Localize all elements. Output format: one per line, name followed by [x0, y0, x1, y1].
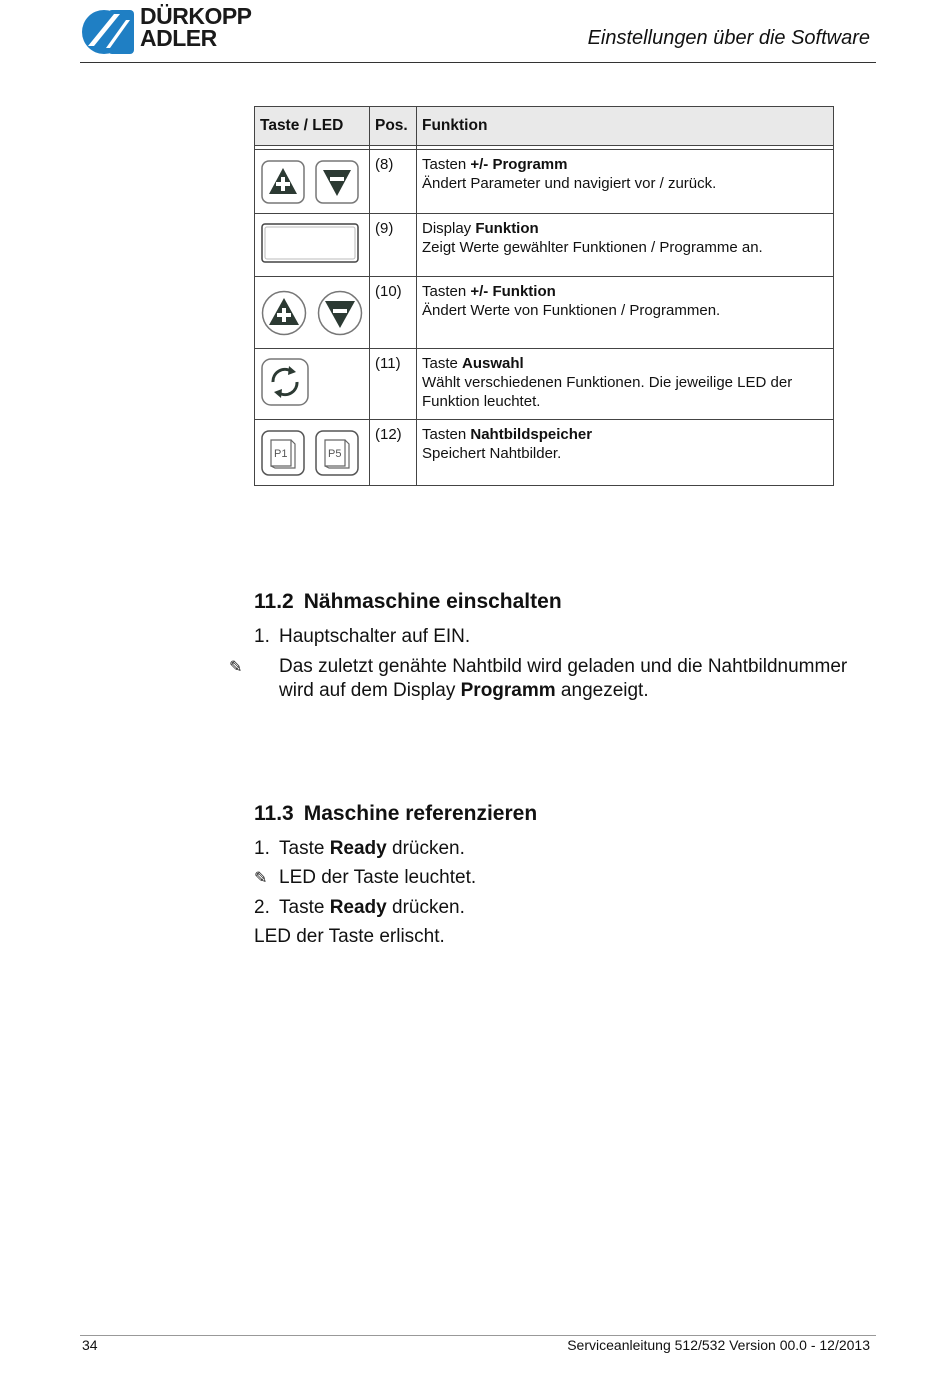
function-prefix: Tasten	[422, 283, 471, 300]
function-prefix: Display	[422, 220, 476, 237]
function-description: Zeigt Werte gewählter Funktionen / Programme an.	[422, 239, 763, 256]
table-row	[255, 277, 834, 349]
function-cell	[417, 349, 834, 420]
function-name: Nahtbildspeicher	[470, 426, 593, 443]
function-cell	[417, 420, 834, 486]
table-header-row	[255, 107, 834, 146]
icon-cell	[255, 420, 370, 486]
step-number: 2.	[254, 897, 270, 918]
step-text: Hauptschalter auf EIN.	[279, 626, 471, 647]
logo-mark-icon	[80, 8, 136, 56]
result-arrow-icon: ✎	[254, 870, 268, 887]
minus-round-key-icon	[317, 290, 363, 336]
icon-cell	[255, 277, 370, 349]
icon-cell	[255, 349, 370, 420]
table-row	[255, 150, 834, 214]
section-title: Nähmaschine einschalten	[303, 590, 562, 613]
step-number: 1.	[254, 626, 270, 647]
function-prefix: Tasten	[422, 426, 471, 443]
p1-key-label: P1	[274, 447, 288, 460]
result-text: LED der Taste leuchtet.	[279, 867, 477, 888]
header-funktion: Funktion	[417, 107, 834, 146]
step-item	[254, 626, 470, 648]
page-header-title: Einstellungen über die Software	[587, 27, 870, 49]
icon-cell	[255, 150, 370, 214]
function-description: Wählt verschiedenen Funktionen. Die jeweilige LED der Funktion leuchtet.	[422, 374, 793, 410]
table-row	[255, 349, 834, 420]
table-row	[255, 214, 834, 277]
plus-key-icon	[261, 160, 305, 204]
step-item	[254, 838, 465, 860]
step-item	[254, 897, 465, 919]
final-text: LED der Taste erlischt.	[254, 926, 445, 947]
function-description: Speichert Nahtbilder.	[422, 445, 562, 462]
step-text-post: drücken.	[386, 897, 465, 918]
step-text-post: drücken.	[386, 838, 465, 859]
result-text-pre: Das zuletzt genähte Nahtbild wird geladen und die Nahtbildnummer wird auf dem Display	[279, 656, 848, 701]
pos-cell: (9)	[370, 214, 417, 277]
function-cell	[417, 277, 834, 349]
result-arrow-icon: ✎	[229, 659, 243, 676]
icon-cell	[255, 214, 370, 277]
section-heading-11-3	[254, 802, 537, 826]
pos-cell: (12)	[370, 420, 417, 486]
p1-key-icon	[261, 430, 305, 476]
minus-key-icon	[315, 160, 359, 204]
step-text-bold: Ready	[329, 838, 387, 859]
header-taste-led: Taste / LED	[255, 107, 370, 146]
plus-round-key-icon	[261, 290, 307, 336]
brand-name	[140, 3, 252, 51]
step-text-pre: Taste	[279, 838, 330, 859]
step-number: 1.	[254, 838, 270, 859]
function-prefix: Taste	[422, 355, 463, 372]
section-number: 11.2	[254, 590, 294, 613]
p5-key-label: P5	[328, 447, 342, 460]
section-heading-11-2	[254, 590, 562, 614]
function-name: +/- Funktion	[470, 283, 556, 300]
pos-cell: (11)	[370, 349, 417, 420]
section-number: 11.3	[254, 802, 294, 825]
result-item	[229, 655, 879, 702]
step-text-pre: Taste	[279, 897, 330, 918]
pos-cell: (8)	[370, 150, 417, 214]
display-icon	[261, 223, 359, 263]
result-item	[254, 867, 476, 889]
p5-key-icon	[315, 430, 359, 476]
function-description: Ändert Werte von Funktionen / Programmen.	[422, 302, 721, 319]
function-name: Funktion	[475, 220, 539, 237]
footer-divider	[80, 1335, 876, 1336]
page-number: 34	[82, 1337, 98, 1353]
function-cell	[417, 214, 834, 277]
step-text-bold: Ready	[329, 897, 387, 918]
section-title: Maschine referenzieren	[303, 802, 538, 825]
pos-cell: (10)	[370, 277, 417, 349]
brand-line-2: ADLER	[140, 25, 217, 51]
header-divider	[80, 62, 876, 63]
table-row	[255, 420, 834, 486]
header-pos: Pos.	[370, 107, 417, 146]
select-cycle-icon	[261, 358, 309, 406]
function-description: Ändert Parameter und navigiert vor / zurück.	[422, 175, 717, 192]
brand-line-1: DÜRKOPP	[140, 3, 252, 29]
key-function-table	[254, 106, 834, 486]
function-name: Auswahl	[462, 355, 524, 372]
function-cell	[417, 150, 834, 214]
function-name: +/- Programm	[470, 156, 568, 173]
document-info: Serviceanleitung 512/532 Version 00.0 - 12/2013	[567, 1337, 870, 1353]
brand-logo	[80, 3, 280, 58]
function-prefix: Tasten	[422, 156, 471, 173]
result-text-post: angezeigt.	[555, 680, 649, 701]
result-text-bold: Programm	[460, 680, 556, 701]
